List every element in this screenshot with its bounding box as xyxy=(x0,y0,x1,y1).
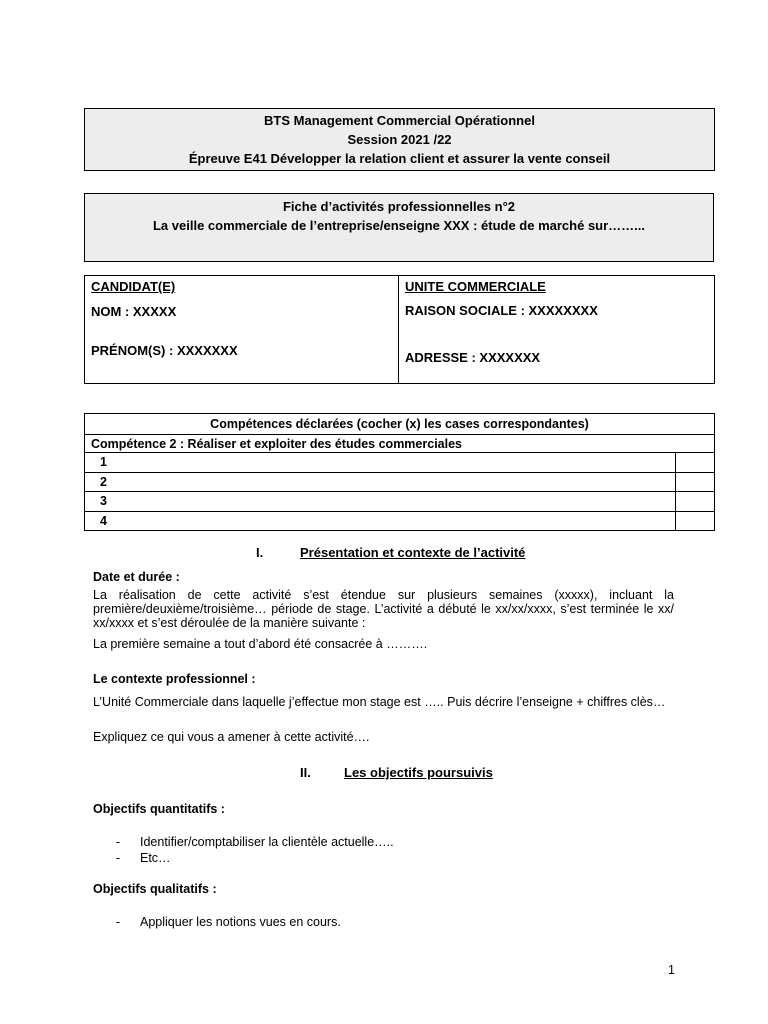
competences-subtitle-row xyxy=(85,435,715,453)
section-2-heading xyxy=(300,765,493,780)
bullet-dash: - xyxy=(116,915,121,929)
candidate-unit-box xyxy=(84,275,715,384)
quantitative-heading: Objectifs quantitatifs : xyxy=(93,802,225,816)
competence-checkbox-cell[interactable] xyxy=(676,492,715,512)
competence-row-number: 4 xyxy=(85,511,676,531)
exam-title: BTS Management Commercial Opérationnel xyxy=(264,113,535,128)
candidate-prenom: PRÉNOM(S) : XXXXXXX xyxy=(91,343,238,358)
context-paragraph: L’Unité Commerciale dans laquelle j’effectue mon stage est ….. Puis décrire l’enseigne + chiffres clès… xyxy=(93,695,666,709)
qualitative-heading: Objectifs qualitatifs : xyxy=(93,882,217,896)
page-number: 1 xyxy=(668,963,675,977)
competence-row-number: 1 xyxy=(85,453,676,473)
list-item-text: Identifier/comptabiliser la clientèle actuelle….. xyxy=(140,835,394,849)
competences-table xyxy=(84,413,715,531)
section-2-title: Les objectifs poursuivis xyxy=(344,765,493,780)
candidate-nom: NOM : XXXXX xyxy=(91,304,177,319)
competence-row-number: 2 xyxy=(85,472,676,492)
section-2-number: II. xyxy=(300,765,311,780)
candidate-unit-divider xyxy=(398,276,399,383)
exam-header-box xyxy=(84,108,715,171)
fiche-title: Fiche d’activités professionnelles n°2 xyxy=(282,199,516,214)
exam-session: Session 2021 /22 xyxy=(347,132,452,147)
unit-adresse: ADRESSE : XXXXXXX xyxy=(405,350,541,365)
competences-title-row xyxy=(85,414,715,435)
date-paragraph: La réalisation de cette activité s’est étendue sur plusieurs semaines (xxxxx), incluant la première/deuxième/troisième… période de stage. L’activité a débuté le xx/xx/xxxx, s’est terminée le xx/ xx/xxxx et s’est déroulée de la manière suivante : xyxy=(93,588,674,630)
list-item-text: Appliquer les notions vues en cours. xyxy=(140,915,341,929)
date-paragraph-2: La première semaine a tout d’abord été consacrée à ………. xyxy=(93,637,428,651)
table-row xyxy=(85,511,715,531)
unit-heading: UNITE COMMERCIALE xyxy=(405,279,546,294)
competence-checkbox-cell[interactable] xyxy=(676,511,715,531)
section-1-number: I. xyxy=(256,545,264,560)
exam-epreuve: Épreuve E41 Développer la relation client et assurer la vente conseil xyxy=(188,151,611,166)
competence-row-number: 3 xyxy=(85,492,676,512)
competence-checkbox-cell[interactable] xyxy=(676,472,715,492)
competences-title: Compétences déclarées (cocher (x) les cases correspondantes) xyxy=(85,414,715,435)
bullet-dash: - xyxy=(116,835,121,849)
list-item-text: Etc… xyxy=(140,851,171,865)
competences-subtitle: Compétence 2 : Réaliser et exploiter des études commerciales xyxy=(85,435,715,453)
candidate-heading: CANDIDAT(E) xyxy=(91,279,176,294)
table-row xyxy=(85,453,715,473)
fiche-subject: La veille commerciale de l’entreprise/enseigne XXX : étude de marché sur……... xyxy=(152,218,646,233)
context-heading: Le contexte professionnel : xyxy=(93,672,256,686)
unit-raison-sociale: RAISON SOCIALE : XXXXXXXX xyxy=(405,303,598,318)
competence-checkbox-cell[interactable] xyxy=(676,453,715,473)
bullet-dash: - xyxy=(116,851,121,865)
context-paragraph-2: Expliquez ce qui vous a amener à cette activité…. xyxy=(93,730,370,744)
section-1-heading xyxy=(256,545,525,560)
table-row xyxy=(85,492,715,512)
table-row xyxy=(85,472,715,492)
date-heading: Date et durée : xyxy=(93,570,180,584)
section-1-title: Présentation et contexte de l’activité xyxy=(300,545,526,560)
fiche-box xyxy=(84,193,714,262)
